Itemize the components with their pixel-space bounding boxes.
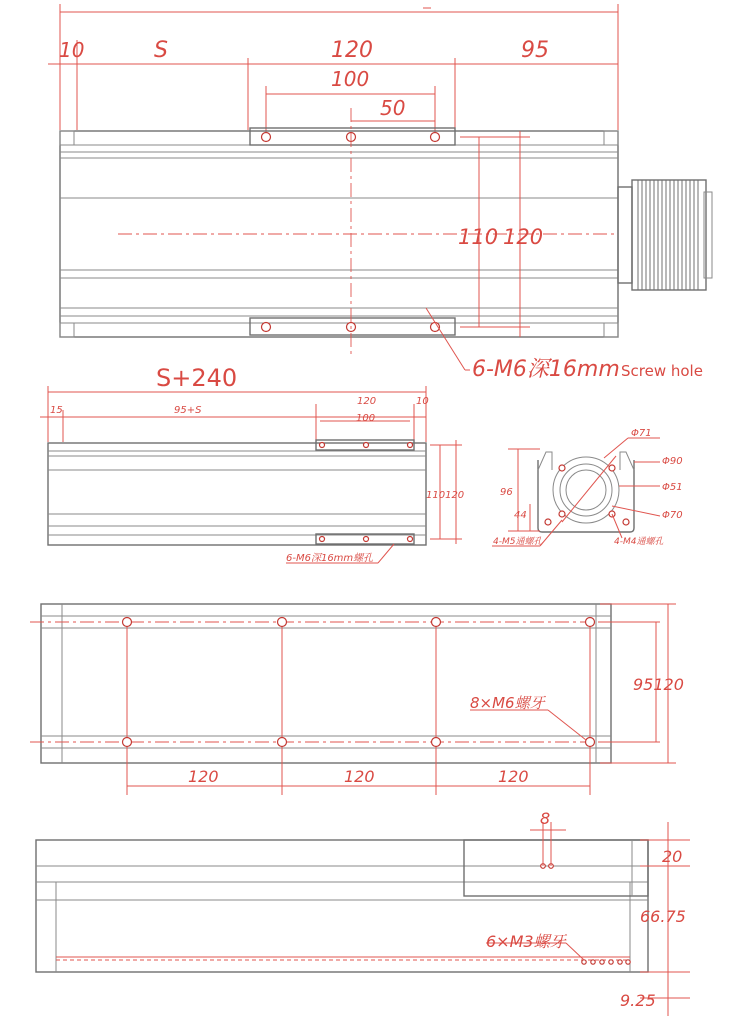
hole-note-en: Screw hole [621, 362, 703, 380]
front-dim-20: 20 [662, 847, 683, 866]
front-thread-note: 6×M3螺牙 [486, 932, 566, 951]
dim-stroke-label: S [154, 38, 168, 63]
end-d70-label: Φ70 [662, 510, 683, 521]
dim-offset-label: 10 [59, 38, 85, 62]
front-dim-8: 8 [540, 809, 551, 828]
front-dim-6675: 66.75 [640, 907, 686, 926]
motor [618, 180, 712, 290]
bottom-spacing-2: 120 [344, 767, 375, 786]
end-view [492, 428, 683, 547]
hole-note: 6-M6深16mm [472, 357, 620, 382]
end-dim-44-label: 44 [514, 510, 527, 521]
dim-carriage-label: 120 [331, 38, 373, 63]
dim-holes-inner-label: 50 [380, 96, 406, 120]
end-d71-label: Φ71 [631, 428, 652, 439]
side-dim-carriage-label: 120 [357, 396, 377, 407]
side-dim-end-label: 10 [416, 396, 429, 407]
top-view [48, 4, 712, 382]
bottom-view [30, 604, 684, 795]
front-dim-925: 9.25 [620, 991, 656, 1010]
dim-holes-outer-label: 100 [331, 67, 370, 91]
bottom-spacing-3: 120 [498, 767, 529, 786]
total-length-label: S+240 [156, 364, 238, 392]
side-dim-height-label: 110120 [426, 490, 465, 501]
end-d51-label: Φ51 [662, 482, 683, 493]
dim-width-outer-label: 120 [503, 225, 544, 249]
side-dim-left-label: 15 [50, 405, 63, 416]
dim-width-inner-label: 110 [458, 225, 499, 249]
end-dim-96-label: 96 [500, 487, 513, 498]
side-dim-holes-label: 100 [356, 413, 376, 424]
dim-end-label: 95 [521, 38, 549, 63]
bottom-dim-width: 95120 [633, 675, 684, 694]
side-hole-note: 6-M6深16mm螺孔 [286, 553, 374, 564]
front-view [36, 809, 690, 1016]
side-view [40, 364, 464, 564]
side-dim-stroke-label: 95+S [174, 405, 202, 416]
end-m5-note: 4-M5通螺孔 [493, 537, 543, 547]
bottom-spacing-1: 120 [188, 767, 219, 786]
end-d90-label: Φ90 [662, 456, 683, 467]
bottom-hole-note: 8×M6螺牙 [470, 694, 545, 712]
end-m4-note: 4-M4通螺孔 [614, 537, 664, 547]
